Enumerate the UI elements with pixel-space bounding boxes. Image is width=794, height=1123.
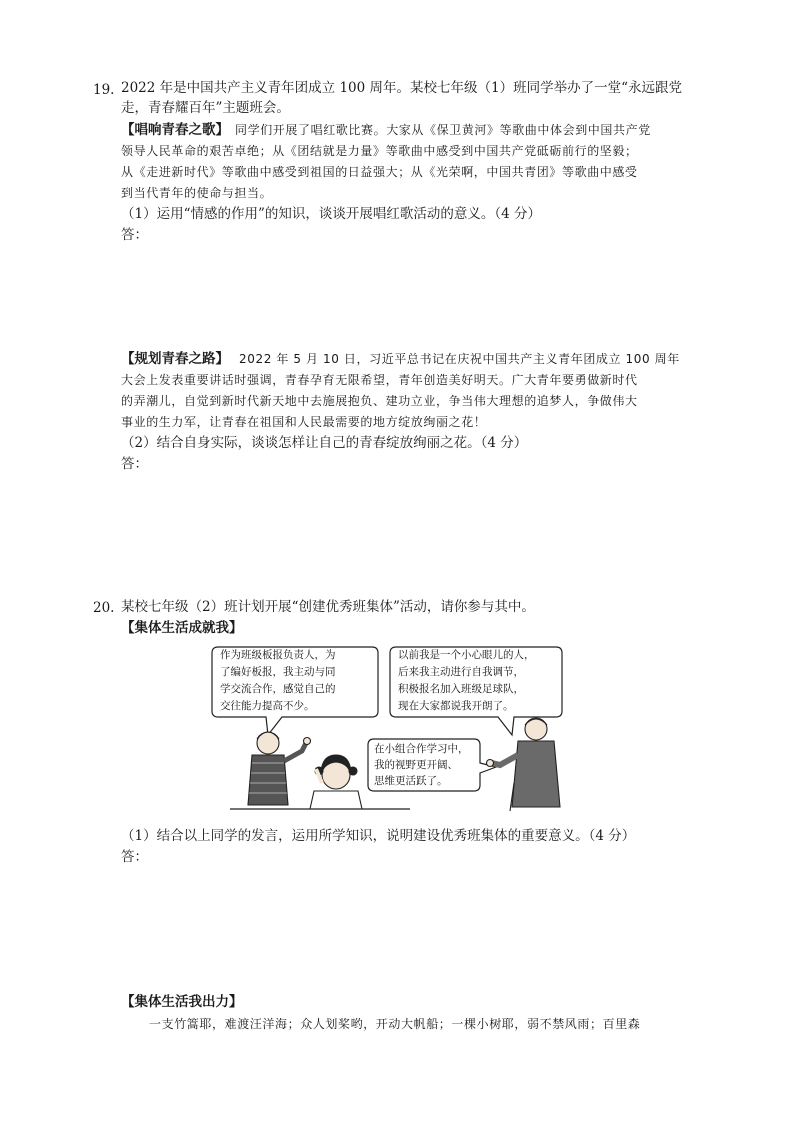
q19-section-1-text-line-4: 到当代青年的使命与担当。 xyxy=(121,186,273,200)
q19-section-1-text-line-2: 领导人民革命的艰苦卓绝；从《团结就是力量》等歌曲中感受到中国共产党砥砺前行的坚毅； xyxy=(121,144,638,158)
bubble-right-line-2: 后来我主动进行自我调节， xyxy=(398,666,524,678)
question-20-intro: 某校七年级（2）班计划开展“创建优秀班集体”活动，请你参与其中。 xyxy=(121,599,535,615)
bubble-left-line-2: 了编好板报，我主动与同 xyxy=(220,666,336,678)
girl-middle-figure xyxy=(310,755,362,809)
bubble-left-line-1: 作为班级板报负责人，为 xyxy=(220,649,336,661)
classmates-illustration xyxy=(210,643,580,813)
question-19-number: 19. xyxy=(93,82,115,98)
q19-section-2-text-line-4: 事业的生力军，让青春在祖国和人民最需要的地方绽放绚丽之花！ xyxy=(121,415,487,429)
q20-answer-label-1: 答： xyxy=(121,849,148,865)
q19-subquestion-1: （1）运用“情感的作用”的知识，谈谈开展唱红歌活动的意义。（4 分） xyxy=(121,206,542,222)
q19-section-2-block xyxy=(121,349,680,369)
q19-answer-label-1: 答： xyxy=(121,227,148,243)
question-19-intro-line-2: 走，青春耀百年”主题班会。 xyxy=(121,100,290,116)
q19-subquestion-2: （2）结合自身实际，谈谈怎样让自己的青春绽放绚丽之花。（4 分） xyxy=(121,435,528,451)
q20-section-2-text-line-1: 一支竹篙耶，难渡汪洋海；众人划桨哟，开动大帆船；一棵小树耶，弱不禁风雨；百里森 xyxy=(149,1017,641,1031)
boy-right-figure xyxy=(487,718,561,811)
bubble-left-line-3: 学交流合作，感觉自己的 xyxy=(220,683,336,695)
bubble-middle-line-1: 在小组合作学习中， xyxy=(374,743,469,755)
bubble-middle-line-2: 我的视野更开阔、 xyxy=(374,759,458,771)
q19-section-2-title: 【规划青春之路】 xyxy=(121,351,229,367)
q19-section-1-text-line-3: 从《走进新时代》等歌曲中感受到祖国的日益强大；从《光荣啊，中国共青团》等歌曲中感受 xyxy=(121,165,638,179)
q20-section-1-title: 【集体生活成就我】 xyxy=(121,620,243,636)
q19-section-2-text-line-1: 2022 年 5 月 10 日，习近平总书记在庆祝中国共产主义青年团成立 100 周年 xyxy=(239,352,680,366)
question-19-intro-line-1: 2022 年是中国共产主义青年团成立 100 周年。某校七年级（1）班同学举办了一堂“永远跟党 xyxy=(121,80,682,96)
q19-section-2-text-line-2: 大会上发表重要讲话时强调，青春孕育无限希望，青年创造美好明天。广大青年要勇做新时代 xyxy=(121,373,638,387)
bubble-middle-line-3: 思维更活跃了。 xyxy=(374,775,448,787)
question-20-number: 20. xyxy=(93,600,115,616)
q19-answer-label-2: 答： xyxy=(121,456,148,472)
boy-left-figure xyxy=(248,732,311,805)
bubble-right-line-4: 现在大家都说我开朗了。 xyxy=(398,700,514,712)
bubble-left-line-4: 交往能力提高不少。 xyxy=(220,700,315,712)
q19-section-2-text-line-3: 的弄潮儿，自觉到新时代新天地中去施展抱负、建功立业，争当伟大理想的追梦人，争做伟大 xyxy=(121,394,638,408)
q20-subquestion-1: （1）结合以上同学的发言，运用所学知识，说明建设优秀班集体的重要意义。（4 分） xyxy=(121,828,636,844)
q19-section-1-title: 【唱响青春之歌】 xyxy=(121,122,229,138)
q19-section-1-block xyxy=(121,120,651,140)
q19-section-1-text-line-1: 同学们开展了唱红歌比赛。大家从《保卫黄河》等歌曲中体会到中国共产党 xyxy=(235,123,651,137)
q20-section-2-title: 【集体生活我出力】 xyxy=(121,994,243,1010)
bubble-right-line-1: 以前我是一个小心眼儿的人， xyxy=(398,649,535,661)
bubble-right-line-3: 积极报名加入班级足球队， xyxy=(398,683,524,695)
